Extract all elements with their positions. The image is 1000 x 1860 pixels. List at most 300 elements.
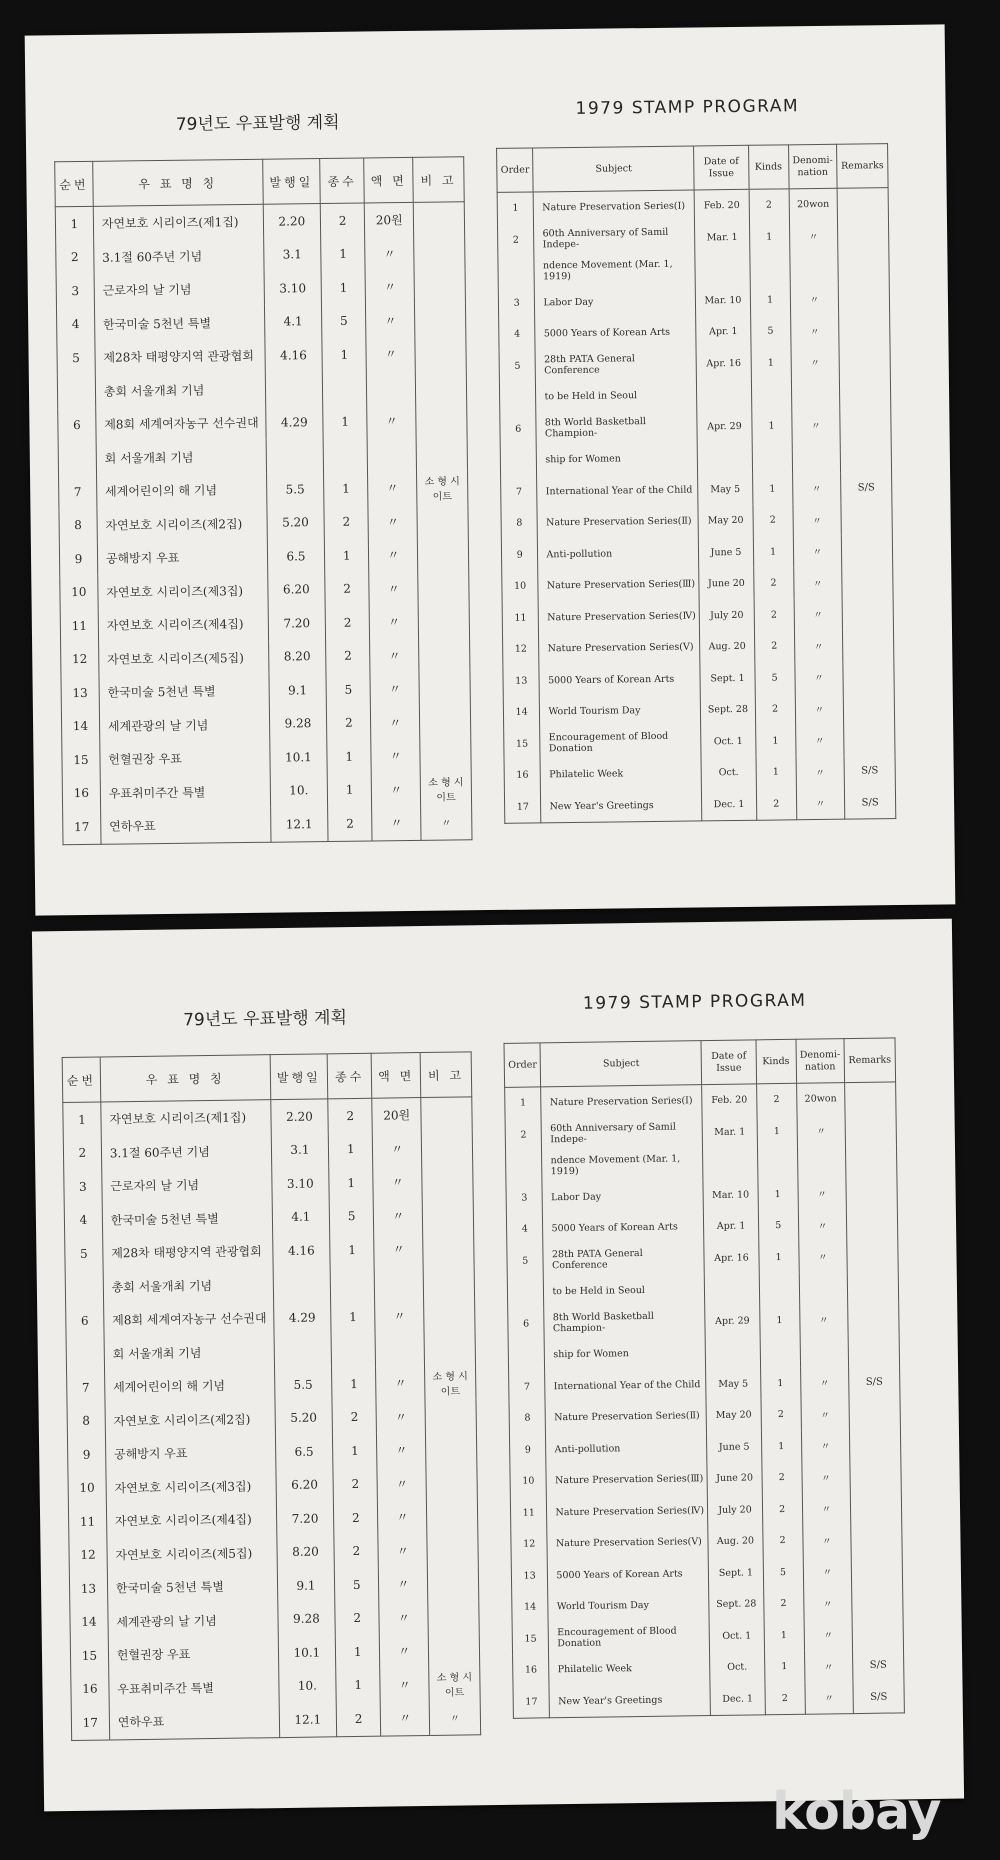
cell-remarks <box>427 1566 478 1600</box>
cell-date: Oct. 1 <box>709 1620 764 1652</box>
cell-denomination: 〃 <box>365 236 414 270</box>
cell-order: 16 <box>62 776 100 810</box>
cell-subject: Nature Preservation Series(Ⅱ) <box>537 505 698 538</box>
table-row <box>497 188 888 225</box>
cell-order: 1 <box>63 1102 101 1137</box>
cell-denomination: 〃 <box>804 1619 853 1651</box>
cell-kinds: 2 <box>328 806 373 841</box>
cell-kinds: 2 <box>754 630 794 662</box>
cell-date: June 5 <box>707 1431 762 1463</box>
cell-subject: 총회 서울개최 기념 <box>95 372 265 408</box>
cell-subject: 연하우표 <box>109 1703 279 1739</box>
cell-kinds: 2 <box>328 1098 373 1133</box>
cell-denomination: 〃 <box>380 1667 429 1701</box>
cell-subject: 총회 서울개최 기념 <box>103 1268 273 1304</box>
cell-order: 8 <box>501 507 538 539</box>
cell-date: 7.20 <box>268 606 326 640</box>
cell-date: Feb. 20 <box>702 1084 757 1117</box>
cell-subject: 제8회 세계여자농구 선수권대 <box>96 406 266 442</box>
cell-order: 6 <box>500 413 537 445</box>
cell-denomination: 〃 <box>378 1534 427 1568</box>
cell-kinds: 2 <box>335 1601 380 1635</box>
cell-date: 10. <box>278 1669 336 1703</box>
cell-denomination: 〃 <box>379 1601 428 1635</box>
table-row <box>69 1566 478 1605</box>
cell-remarks <box>424 1298 475 1332</box>
cell-remarks <box>843 661 894 693</box>
cell-order: 16 <box>504 759 541 791</box>
cell-remarks <box>422 1164 473 1198</box>
cell-subject: Encouragement of Blood Donation <box>549 1621 710 1655</box>
table-row <box>56 236 465 274</box>
cell-kinds: 1 <box>760 1367 800 1399</box>
table-row <box>500 409 891 445</box>
cell-kinds <box>750 252 790 284</box>
cell-denomination <box>791 378 840 410</box>
cell-denomination: 〃 <box>369 571 418 605</box>
cell-date: 5.20 <box>275 1401 333 1435</box>
cell-denomination: 〃 <box>367 404 416 438</box>
cell-denomination: 〃 <box>792 472 841 504</box>
cell-subject: Encouragement of Blood Donation <box>540 726 701 759</box>
cell-kinds: 5 <box>322 304 367 338</box>
cell-denomination <box>789 252 838 284</box>
cell-order: 13 <box>69 1571 107 1605</box>
cell-order: 5 <box>507 1245 544 1277</box>
cell-subject: 근로자의 날 기념 <box>102 1167 272 1203</box>
cell-denomination: 〃 <box>797 1115 846 1147</box>
english-program-table <box>504 1037 905 1718</box>
cell-denomination: 〃 <box>793 504 842 536</box>
cell-date: May 20 <box>698 505 753 537</box>
cell-subject: 공해방지 우표 <box>105 1435 275 1471</box>
cell-date: 9.1 <box>269 673 327 707</box>
cell-kinds: 5 <box>326 672 371 706</box>
cell-subject: International Year of the Child <box>537 474 698 507</box>
header-remarks: 비 고 <box>420 1052 471 1098</box>
cell-remarks: S/S <box>844 755 895 787</box>
cell-order: 13 <box>511 1560 548 1592</box>
cell-date: Apr. 16 <box>696 347 751 379</box>
cell-denomination <box>375 1333 424 1367</box>
cell-order <box>65 1270 103 1304</box>
table-row <box>503 661 894 697</box>
cell-kinds: 1 <box>335 1635 380 1669</box>
cell-date: May 5 <box>706 1368 761 1400</box>
cell-remarks <box>850 1492 901 1524</box>
cell-denomination: 〃 <box>368 504 417 538</box>
cell-denomination <box>800 1335 849 1367</box>
cell-kinds: 2 <box>763 1588 803 1620</box>
cell-subject: 자연보호 시리이즈(제3집) <box>98 573 268 609</box>
cell-date: 10.1 <box>270 740 328 774</box>
cell-date: June 20 <box>699 568 754 600</box>
table-row <box>61 705 470 743</box>
cell-order: 1 <box>55 206 93 240</box>
cell-date <box>266 439 324 473</box>
cell-kinds: 5 <box>755 662 795 694</box>
cell-kinds <box>752 441 792 473</box>
cell-subject: New Year's Greetings <box>549 1684 710 1718</box>
cell-kinds: 1 <box>323 404 368 438</box>
cell-remarks <box>843 629 894 661</box>
header-order: 순번 <box>55 161 93 206</box>
cell-denomination: 〃 <box>376 1400 425 1434</box>
cell-date: 3.10 <box>271 1166 329 1200</box>
cell-subject: World Tourism Day <box>548 1589 709 1623</box>
header-subject: Subject <box>540 1041 701 1087</box>
table-row <box>70 1600 479 1639</box>
table-header-row <box>497 144 889 193</box>
cell-kinds: 2 <box>333 1501 378 1535</box>
cell-remarks <box>415 370 466 404</box>
cell-remarks <box>421 1131 472 1165</box>
cell-order: 4 <box>56 307 94 341</box>
cell-remarks <box>416 403 467 437</box>
cell-subject: 우표취미주간 특별 <box>109 1670 279 1706</box>
table-row <box>62 772 471 810</box>
cell-subject: Nature Preservation Series(Ⅴ) <box>539 631 700 664</box>
cell-remarks <box>422 1198 473 1232</box>
cell-subject: 연하우표 <box>100 808 270 844</box>
table-row <box>62 738 471 776</box>
header-remarks: Remarks <box>844 1038 896 1083</box>
cell-denomination <box>368 437 417 471</box>
cell-order <box>498 255 535 287</box>
cell-date: 12.1 <box>279 1702 337 1737</box>
cell-order <box>57 374 95 408</box>
cell-date: 7.20 <box>276 1501 334 1535</box>
cell-remarks <box>419 671 470 705</box>
cell-denomination: 〃 <box>369 538 418 572</box>
cell-kinds: 2 <box>332 1400 377 1434</box>
cell-date: Apr. 16 <box>704 1242 759 1274</box>
cell-remarks <box>427 1499 478 1533</box>
header-date: Date of Issue <box>694 145 749 190</box>
cell-order: 17 <box>71 1705 109 1740</box>
table-row <box>502 566 893 602</box>
cell-kinds: 2 <box>753 567 793 599</box>
cell-remarks: S/S <box>845 787 896 820</box>
program-sheet-top <box>25 24 956 915</box>
cell-order: 14 <box>70 1605 108 1639</box>
cell-date: 6.20 <box>267 573 325 607</box>
cell-remarks <box>847 1240 898 1272</box>
cell-kinds: 1 <box>324 471 369 505</box>
cell-date <box>705 1336 760 1368</box>
cell-denomination: 〃 <box>791 346 840 378</box>
cell-date: 9.28 <box>278 1602 336 1636</box>
cell-remarks: S/S <box>853 1649 904 1681</box>
cell-order <box>506 1150 543 1182</box>
cell-subject: Philatelic Week <box>549 1652 710 1686</box>
cell-kinds: 2 <box>334 1534 379 1568</box>
cell-subject: 5000 Years of Korean Arts <box>543 1211 704 1245</box>
header-order: Order <box>504 1043 541 1088</box>
cell-subject: Nature Preservation Series(Ⅲ) <box>546 1463 707 1497</box>
cell-kinds: 5 <box>334 1568 379 1602</box>
cell-date: 8.20 <box>277 1535 335 1569</box>
cell-remarks <box>423 1231 474 1265</box>
cell-order <box>507 1276 544 1308</box>
table-header-row <box>55 157 465 207</box>
header-date: Date of Issue <box>701 1040 756 1085</box>
cell-remarks <box>414 269 465 303</box>
header-remarks: Remarks <box>837 144 888 189</box>
cell-kinds: 5 <box>758 1210 798 1242</box>
cell-kinds: 1 <box>752 473 792 505</box>
cell-date: Sept. 1 <box>709 1557 764 1589</box>
cell-subject: 헌혈권장 우표 <box>108 1636 278 1672</box>
cell-kinds: 2 <box>326 639 371 673</box>
cell-remarks <box>413 202 464 237</box>
cell-remarks <box>850 1460 901 1492</box>
cell-subject: 5000 Years of Korean Arts <box>539 663 700 696</box>
cell-denomination: 〃 <box>795 724 844 756</box>
cell-order: 17 <box>63 810 101 844</box>
table-row <box>70 1633 479 1672</box>
cell-denomination: 〃 <box>800 1367 849 1399</box>
cell-subject: Anti-pollution <box>538 537 699 570</box>
cell-denomination: 〃 <box>796 787 845 820</box>
cell-subject: Labor Day <box>542 1180 703 1214</box>
cell-kinds: 2 <box>762 1493 802 1525</box>
cell-subject: Nature Preservation Series(Ⅴ) <box>547 1526 708 1560</box>
cell-denomination: 〃 <box>370 672 419 706</box>
cell-kinds: 1 <box>764 1619 804 1651</box>
cell-subject: 3.1절 60주년 기념 <box>101 1134 271 1170</box>
cell-denomination: 〃 <box>377 1467 426 1501</box>
cell-date: 5.5 <box>274 1367 332 1401</box>
cell-date: May 5 <box>698 473 753 505</box>
cell-subject: 공해방지 우표 <box>97 540 267 576</box>
cell-denomination: 〃 <box>790 315 839 347</box>
cell-denomination: 〃 <box>790 283 839 315</box>
cell-subject: 자연보호 시리이즈(제5집) <box>98 640 268 676</box>
cell-subject: Nature Preservation Series(Ⅱ) <box>545 1400 706 1434</box>
cell-remarks <box>426 1432 477 1466</box>
cell-subject: 5000 Years of Korean Arts <box>548 1558 709 1592</box>
cell-denomination <box>799 1272 848 1304</box>
cell-order: 8 <box>509 1402 546 1434</box>
cell-denomination: 〃 <box>376 1366 425 1400</box>
cell-subject: Anti-pollution <box>546 1432 707 1466</box>
header-denomination: 액 면 <box>364 157 413 203</box>
cell-order: 9 <box>509 1434 546 1466</box>
table-row <box>59 537 468 575</box>
cell-kinds: 2 <box>324 505 369 539</box>
cell-subject: 28th PATA General Conference <box>543 1243 704 1277</box>
table-row <box>63 805 472 844</box>
cell-subject: Nature Preservation Series(Ⅳ) <box>547 1495 708 1529</box>
table-row <box>60 604 469 642</box>
cell-remarks <box>414 236 465 270</box>
cell-kinds: 2 <box>325 605 370 639</box>
cell-kinds: 2 <box>325 572 370 606</box>
cell-order: 14 <box>61 709 99 743</box>
cell-date <box>265 372 323 406</box>
cell-date: 4.29 <box>273 1300 331 1334</box>
cell-denomination: 〃 <box>801 1398 850 1430</box>
cell-date: 4.16 <box>265 338 323 372</box>
cell-date: Apr. 1 <box>704 1210 759 1242</box>
cell-denomination: 〃 <box>794 630 843 662</box>
cell-remarks: 소 형 시이트 <box>417 470 468 504</box>
cell-denomination: 〃 <box>370 638 419 672</box>
cell-subject: 자연보호 시리이즈(제5집) <box>107 1536 277 1572</box>
cell-date: 6.5 <box>275 1434 333 1468</box>
cell-date: Apr. 29 <box>697 410 752 442</box>
cell-subject: to be Held in Seoul <box>544 1274 705 1308</box>
cell-remarks <box>849 1397 900 1429</box>
cell-kinds: 1 <box>751 347 791 379</box>
cell-kinds: 1 <box>332 1367 377 1401</box>
cell-remarks: S/S <box>841 472 892 504</box>
cell-date <box>697 379 752 411</box>
cell-order: 2 <box>63 1136 101 1170</box>
cell-date: Dec. 1 <box>710 1683 765 1716</box>
cell-denomination: 〃 <box>798 1209 847 1241</box>
header-order: 순번 <box>62 1057 100 1103</box>
table-row <box>67 1365 476 1404</box>
cell-remarks <box>851 1523 902 1555</box>
cell-denomination: 〃 <box>805 1682 854 1715</box>
cell-kinds: 5 <box>763 1556 803 1588</box>
cell-date <box>273 1267 331 1301</box>
cell-order: 5 <box>499 350 536 382</box>
cell-kinds: 1 <box>761 1430 801 1462</box>
cell-date <box>698 442 753 474</box>
kobay-watermark: kobay <box>772 1782 941 1842</box>
table-header-row <box>504 1038 896 1087</box>
cell-denomination: 〃 <box>373 1165 422 1199</box>
cell-order <box>508 1339 545 1371</box>
cell-order: 13 <box>503 665 540 697</box>
cell-remarks <box>838 220 889 252</box>
cell-kinds: 1 <box>333 1434 378 1468</box>
cell-date: 6.5 <box>267 539 325 573</box>
cell-denomination: 〃 <box>801 1461 850 1493</box>
cell-remarks <box>427 1533 478 1567</box>
cell-subject: ndence Movement (Mar. 1, 1919) <box>542 1148 703 1182</box>
cell-order: 2 <box>497 224 534 256</box>
cell-date <box>703 1147 758 1179</box>
cell-remarks <box>852 1618 903 1650</box>
cell-subject: 60th Anniversary of Samil Indepe- <box>542 1117 703 1151</box>
cell-denomination: 〃 <box>799 1304 848 1336</box>
table-row <box>499 377 890 413</box>
cell-denomination: 〃 <box>801 1430 850 1462</box>
cell-kinds: 1 <box>764 1651 804 1683</box>
cell-denomination: 〃 <box>802 1524 851 1556</box>
cell-subject: 세계어린이의 해 기념 <box>96 473 266 509</box>
cell-order <box>58 441 96 475</box>
cell-subject: 제28차 태평양지역 관광협회 <box>103 1234 273 1270</box>
cell-order: 9 <box>59 542 97 576</box>
cell-kinds: 1 <box>330 1233 375 1267</box>
cell-date: Feb. 20 <box>694 189 749 222</box>
cell-remarks <box>852 1586 903 1618</box>
cell-subject: Nature Preservation Series(Ⅲ) <box>538 568 699 601</box>
cell-date: 6.20 <box>276 1468 334 1502</box>
cell-kinds: 1 <box>759 1304 799 1336</box>
table-row <box>68 1466 477 1505</box>
cell-order: 11 <box>68 1504 106 1538</box>
cell-remarks <box>419 638 470 672</box>
cell-kinds: 1 <box>749 221 789 253</box>
cell-date: Sept. 1 <box>700 662 755 694</box>
cell-remarks <box>415 336 466 370</box>
cell-denomination: 〃 <box>794 661 843 693</box>
korean-title: 79년도 우표발행 계획 <box>183 1008 348 1031</box>
cell-subject: 자연보호 시리이즈(제2집) <box>105 1402 275 1438</box>
cell-kinds: 2 <box>333 1467 378 1501</box>
cell-kinds: 1 <box>336 1668 381 1702</box>
cell-subject: 제8회 세계여자농구 선수권대 <box>103 1301 273 1337</box>
cell-order: 6 <box>58 408 96 442</box>
cell-order: 3 <box>498 287 535 319</box>
table-row <box>55 202 464 241</box>
cell-subject: Philatelic Week <box>540 757 701 790</box>
cell-order: 16 <box>71 1672 109 1706</box>
cell-date: May 20 <box>706 1399 761 1431</box>
cell-remarks: S/S <box>853 1681 904 1714</box>
cell-date: Mar. 1 <box>695 221 750 253</box>
cell-subject: 헌혈권장 우표 <box>100 741 270 777</box>
cell-remarks: 소 형 시이트 <box>420 772 471 806</box>
cell-order: 9 <box>67 1437 105 1471</box>
cell-kinds: 2 <box>336 1702 381 1737</box>
cell-subject: 근로자의 날 기념 <box>94 272 264 308</box>
cell-kinds: 5 <box>329 1199 374 1233</box>
cell-kinds <box>757 1147 797 1179</box>
cell-denomination: 20원 <box>365 202 414 237</box>
cell-date: Mar. 10 <box>703 1179 758 1211</box>
cell-order: 14 <box>503 696 540 728</box>
cell-subject: 회 서울개최 기념 <box>96 439 266 475</box>
cell-order: 16 <box>513 1654 550 1686</box>
cell-denomination: 20won <box>789 188 838 221</box>
cell-remarks <box>843 692 894 724</box>
cell-remarks <box>847 1271 898 1303</box>
cell-subject: 3.1절 60주년 기념 <box>94 238 264 274</box>
header-date: 발행일 <box>262 159 320 205</box>
cell-order: 12 <box>61 642 99 676</box>
table-header-row <box>62 1052 472 1103</box>
cell-remarks <box>421 1097 472 1132</box>
header-subject: Subject <box>533 146 694 192</box>
cell-subject: ship for Women <box>537 442 698 475</box>
header-kinds: Kinds <box>748 145 788 189</box>
cell-order: 3 <box>64 1170 102 1204</box>
cell-denomination: 〃 <box>368 471 417 505</box>
cell-kinds <box>322 371 367 405</box>
cell-order: 14 <box>512 1591 549 1623</box>
cell-order: 15 <box>62 743 100 777</box>
cell-kinds <box>331 1333 376 1367</box>
cell-remarks: S/S <box>849 1366 900 1398</box>
cell-denomination: 〃 <box>796 756 845 788</box>
cell-remarks <box>838 283 889 315</box>
cell-remarks <box>839 314 890 346</box>
table-row <box>65 1231 474 1270</box>
cell-date: 2.20 <box>263 204 321 239</box>
cell-remarks <box>840 409 891 441</box>
cell-kinds: 1 <box>753 536 793 568</box>
cell-date: June 20 <box>707 1462 762 1494</box>
cell-remarks <box>846 1145 897 1177</box>
cell-denomination: 〃 <box>381 1701 430 1736</box>
